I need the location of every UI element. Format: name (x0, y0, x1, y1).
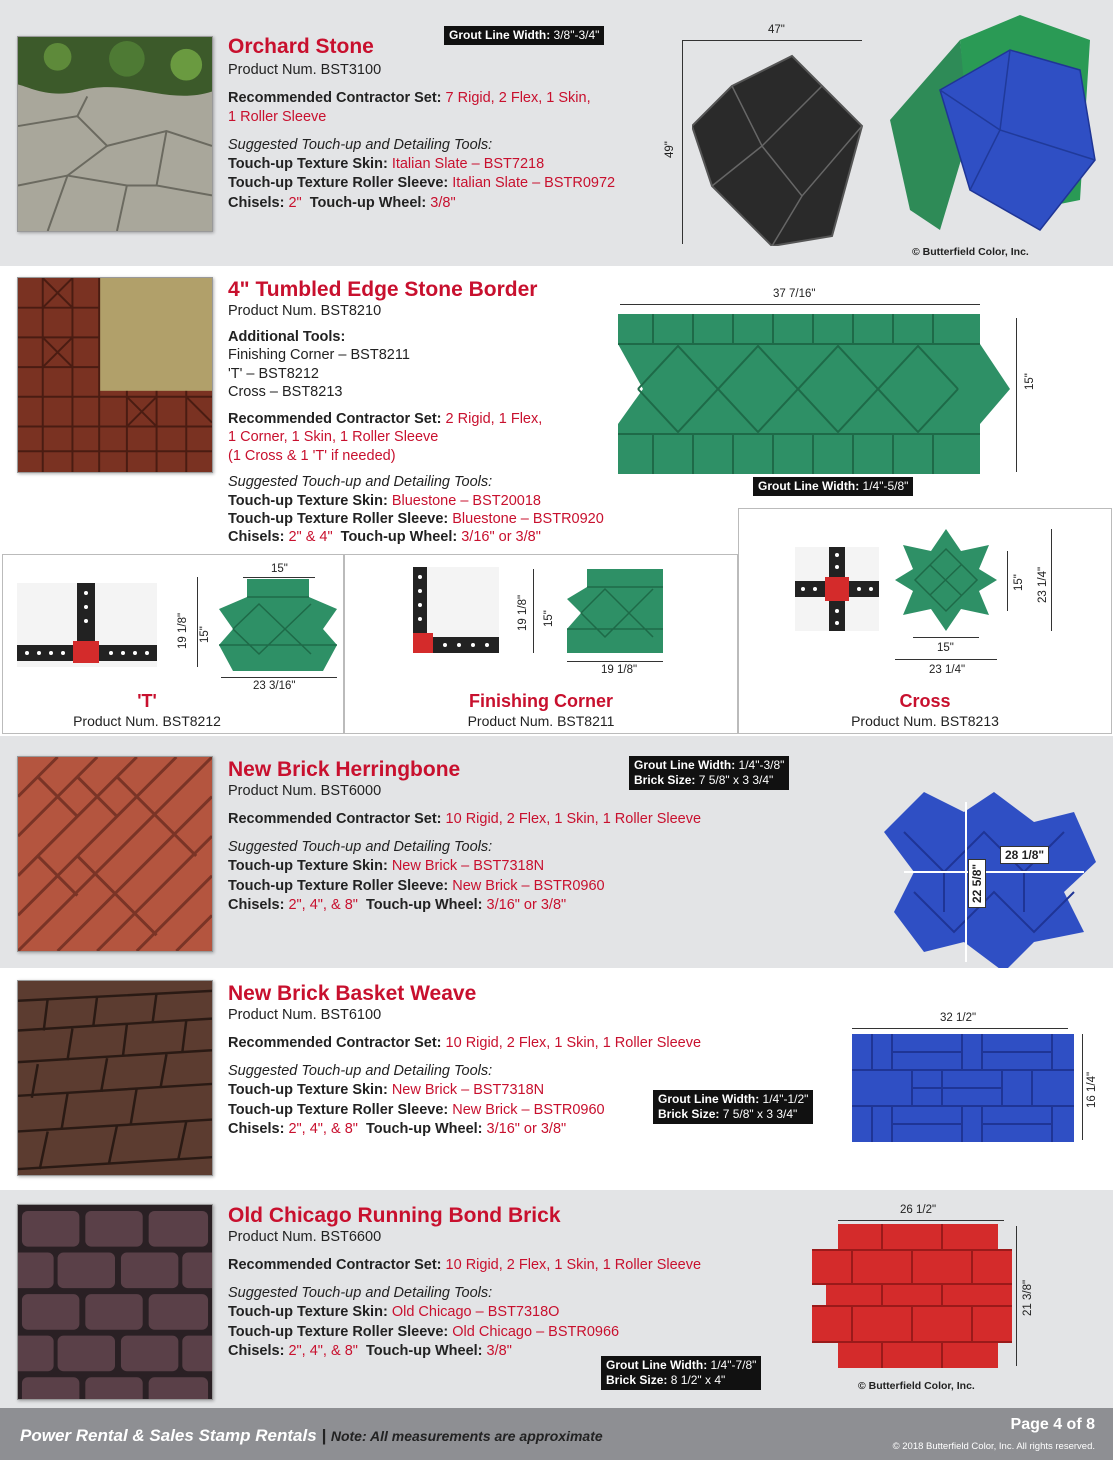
herringbone-roller: Touch-up Texture Roller Sleeve: New Brick – BSTR0960 (228, 878, 605, 894)
old-chicago-photo (17, 1204, 213, 1400)
cross-title: Cross (899, 691, 951, 711)
corner-dim-inner: 15" (543, 610, 555, 627)
basket-weave-photo (17, 980, 213, 1176)
orchard-set: Recommended Contractor Set: 7 Rigid, 2 Flex, 1 Skin, (228, 90, 591, 106)
orchard-dim-w-line (682, 40, 862, 41)
chicago-copyright: © Butterfield Color, Inc. (858, 1380, 975, 1392)
tumbled-tool-3: Cross – BST8213 (228, 384, 343, 400)
herringbone-photo (17, 756, 213, 952)
tumbled-tool-2: 'T' – BST8212 (228, 366, 319, 382)
orchard-dim-w: 47" (768, 24, 785, 36)
tumbled-set-2: 1 Corner, 1 Skin, 1 Roller Sleeve (228, 429, 439, 445)
corner-product: Product Num. BST8211 (467, 713, 615, 729)
t-dim-left-line (197, 577, 198, 667)
orchard-suggested: Suggested Touch-up and Detailing Tools: (228, 137, 493, 153)
chicago-dim-h: 21 3/8" (1022, 1279, 1034, 1316)
tumbled-set-3: (1 Cross & 1 'T' if needed) (228, 448, 396, 464)
page-number: Page 4 of 8 (1010, 1416, 1095, 1433)
cross-dim-bottom: 23 1/4" (929, 664, 966, 676)
herringbone-dim-h: 22 5/8" (970, 863, 984, 903)
orchard-title: Orchard Stone (228, 35, 374, 58)
t-title: 'T' (137, 691, 157, 711)
corner-dim-left: 19 1/8" (517, 594, 529, 631)
orchard-copyright: © Butterfield Color, Inc. (912, 246, 1029, 258)
orchard-chisels: Chisels: 2" Touch-up Wheel: 3/8" (228, 195, 456, 211)
t-layout-swatch (17, 583, 157, 667)
corner-layout-swatch (413, 567, 499, 653)
tumbled-stamp (618, 314, 1010, 474)
tumbled-suggested: Suggested Touch-up and Detailing Tools: (228, 474, 493, 490)
chicago-roller: Touch-up Texture Roller Sleeve: Old Chicago – BSTR0966 (228, 1324, 620, 1340)
chicago-skin: Touch-up Texture Skin: Old Chicago – BST7318O (228, 1304, 560, 1320)
orchard-dim-h-line (682, 40, 683, 244)
chicago-chisels: Chisels: 2", 4", & 8" Touch-up Wheel: 3/8" (228, 1343, 512, 1359)
tumbled-chisels: Chisels: 2" & 4" Touch-up Wheel: 3/16" or 3/8" (228, 529, 541, 545)
cross-stamp (895, 529, 997, 631)
orchard-stamp-green-blue (880, 10, 1100, 240)
tumbled-tool-1: Finishing Corner – BST8211 (228, 347, 410, 363)
chicago-product: Product Num. BST6600 (228, 1229, 382, 1245)
basket-skin: Touch-up Texture Skin: New Brick – BST7318N (228, 1082, 545, 1098)
cross-layout-swatch (795, 547, 879, 631)
tumbled-border-photo (17, 277, 213, 473)
tumbled-product: Product Num. BST8210 (228, 303, 382, 319)
tumbled-dim-h: 15" (1024, 373, 1036, 390)
tumbled-roller: Touch-up Texture Roller Sleeve: Bluestone – BSTR0920 (228, 511, 604, 527)
basket-chisels: Chisels: 2", 4", & 8" Touch-up Wheel: 3/16" or 3/8" (228, 1121, 567, 1137)
footer-brand: Power Rental & Sales Stamp Rentals | Note: All measurements are approximate (20, 1426, 603, 1445)
t-stamp (219, 579, 337, 671)
herringbone-title: New Brick Herringbone (228, 758, 461, 781)
cross-dim-inner-line (1007, 551, 1008, 611)
chicago-set: Recommended Contractor Set: 10 Rigid, 2 Flex, 1 Skin, 1 Roller Sleeve (228, 1257, 702, 1273)
basket-roller: Touch-up Texture Roller Sleeve: New Brick – BSTR0960 (228, 1102, 605, 1118)
tumbled-border-section (0, 266, 1113, 736)
tumbled-additional: Additional Tools: (228, 329, 346, 345)
chicago-dim-w: 26 1/2" (900, 1204, 937, 1216)
footer-note: Note: All measurements are approximate (330, 1428, 603, 1444)
herringbone-suggested: Suggested Touch-up and Detailing Tools: (228, 839, 493, 855)
cross-dim-right-inner: 15" (1013, 574, 1025, 591)
corner-dim-bottom-line (567, 661, 663, 662)
orchard-set-2: 1 Roller Sleeve (228, 109, 327, 125)
t-dim-left: 19 1/8" (177, 612, 189, 649)
herringbone-section (0, 736, 1113, 968)
basket-set: Recommended Contractor Set: 10 Rigid, 2 Flex, 1 Skin, 1 Roller Sleeve (228, 1035, 702, 1051)
herringbone-skin: Touch-up Texture Skin: New Brick – BST7318N (228, 858, 545, 874)
t-dim-top: 15" (271, 563, 288, 575)
basket-weave-section (0, 968, 1113, 1190)
cross-product: Product Num. BST8213 (851, 713, 999, 729)
accessory-cross-panel (738, 508, 1112, 734)
accessory-t-panel (2, 554, 344, 734)
t-dim-bottom-line (221, 677, 337, 678)
basket-grout-badge: Grout Line Width: 1/4"-1/2" Brick Size: 7 5/8" x 3 3/4" (653, 1090, 813, 1124)
tumbled-skin: Touch-up Texture Skin: Bluestone – BST20018 (228, 493, 541, 509)
footer-copyright: © 2018 Butterfield Color, Inc. All rights reserved. (892, 1441, 1095, 1452)
corner-title: Finishing Corner (469, 691, 613, 711)
chicago-grout-badge: Grout Line Width: 1/4"-7/8" Brick Size: 8 1/2" x 4" (601, 1356, 761, 1390)
accessory-corner-panel (344, 554, 738, 734)
orchard-product: Product Num. BST3100 (228, 62, 382, 78)
herringbone-dim-w-box (1000, 846, 1049, 864)
basket-suggested: Suggested Touch-up and Detailing Tools: (228, 1063, 493, 1079)
cross-dim-right-line (1051, 529, 1052, 631)
herringbone-dim-w: 28 1/8" (1005, 848, 1045, 862)
tumbled-dim-w-line (620, 304, 980, 305)
chicago-stamp (812, 1224, 1012, 1368)
herringbone-stamp (884, 792, 1096, 972)
corner-dim-bottom: 19 1/8" (601, 664, 638, 676)
chicago-dim-h-line (1016, 1226, 1017, 1366)
cross-dim-bottom-line (895, 659, 997, 660)
orchard-grout-badge: Grout Line Width: 3/8"-3/4" (444, 26, 604, 45)
basket-title: New Brick Basket Weave (228, 982, 477, 1005)
cross-dim-inner: 15" (937, 642, 954, 654)
basket-dim-h: 16 1/4" (1086, 1071, 1098, 1108)
tumbled-title: 4" Tumbled Edge Stone Border (228, 278, 538, 301)
t-dim-inner: 15" (199, 626, 211, 643)
orchard-stone-photo (17, 36, 213, 232)
t-dim-bottom: 23 3/16" (253, 680, 296, 692)
page-footer (0, 1408, 1113, 1460)
t-product: Product Num. BST8212 (73, 713, 221, 729)
herringbone-dim-h-box (968, 859, 986, 908)
tumbled-set: Recommended Contractor Set: 2 Rigid, 1 Flex, (228, 411, 543, 427)
chicago-title: Old Chicago Running Bond Brick (228, 1204, 561, 1227)
orchard-roller: Touch-up Texture Roller Sleeve: Italian Slate – BSTR0972 (228, 175, 616, 191)
tumbled-dim-w: 37 7/16" (773, 288, 816, 300)
cross-dim-right: 23 1/4" (1037, 566, 1049, 603)
old-chicago-section (0, 1190, 1113, 1408)
herringbone-chisels: Chisels: 2", 4", & 8" Touch-up Wheel: 3/16" or 3/8" (228, 897, 567, 913)
basket-dim-w: 32 1/2" (940, 1012, 977, 1024)
basket-stamp (852, 1034, 1074, 1142)
corner-stamp (567, 569, 663, 653)
orchard-stamp-black (692, 46, 872, 246)
basket-product: Product Num. BST6100 (228, 1007, 382, 1023)
tumbled-dim-h-line (1016, 318, 1017, 472)
herringbone-grout-badge: Grout Line Width: 1/4"-3/8" Brick Size: 7 5/8" x 3 3/4" (629, 756, 789, 790)
tumbled-grout-badge: Grout Line Width: 1/4"-5/8" (753, 477, 913, 496)
orchard-dim-h: 49" (664, 141, 676, 158)
herringbone-product: Product Num. BST6000 (228, 783, 382, 799)
orchard-skin: Touch-up Texture Skin: Italian Slate – BST7218 (228, 156, 545, 172)
chicago-suggested: Suggested Touch-up and Detailing Tools: (228, 1285, 493, 1301)
basket-dim-h-line (1082, 1034, 1083, 1140)
cross-dim-inner-hline (913, 637, 979, 638)
corner-dim-left-line (533, 569, 534, 653)
orchard-stone-section (0, 0, 1113, 266)
chicago-dim-w-line (838, 1220, 1004, 1221)
basket-dim-w-line (852, 1028, 1068, 1029)
t-dim-top-line (243, 577, 315, 578)
herringbone-set: Recommended Contractor Set: 10 Rigid, 2 Flex, 1 Skin, 1 Roller Sleeve (228, 811, 702, 827)
